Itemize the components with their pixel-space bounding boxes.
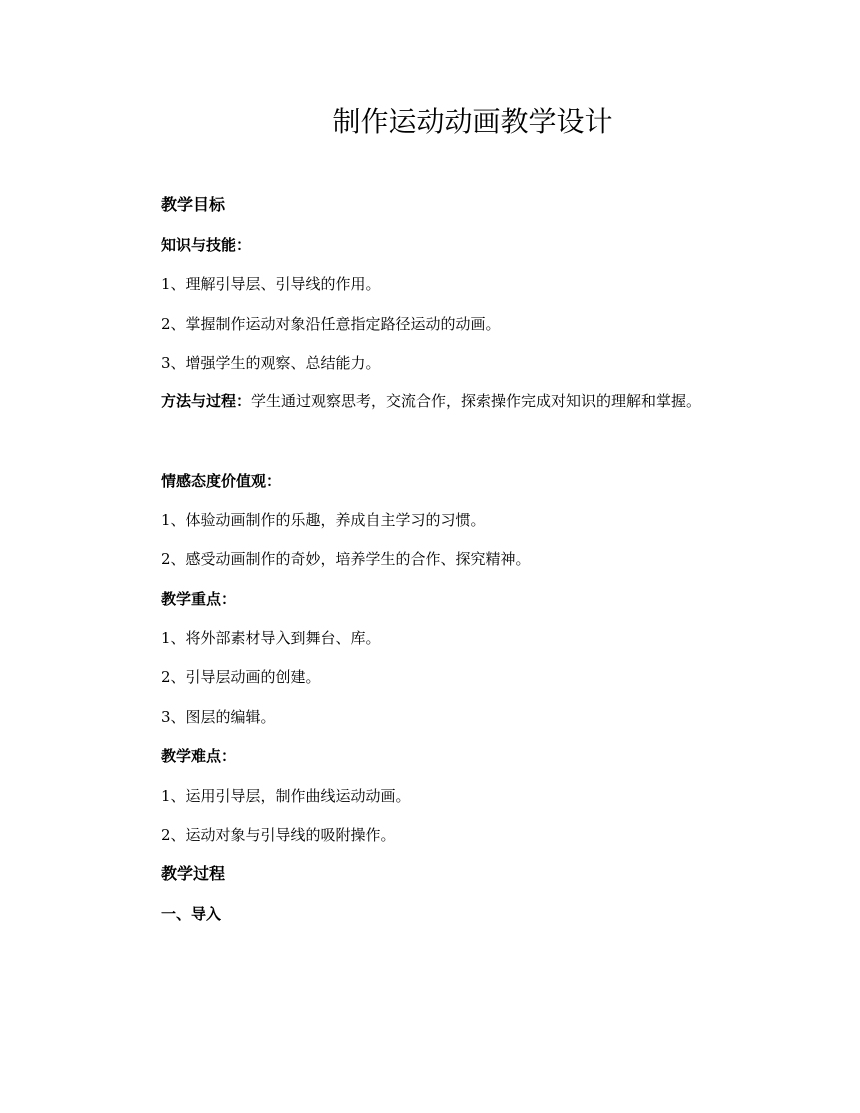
- section-one-heading: 一、导入: [161, 905, 222, 923]
- method-process-label: 方法与过程：: [161, 392, 252, 410]
- key-point-item-3: 3、图层的编辑。: [161, 708, 276, 726]
- attitude-item-2: 2、感受动画制作的奇妙，培养学生的合作、探究精神。: [161, 550, 531, 568]
- attitude-values-heading: 情感态度价值观：: [161, 472, 282, 490]
- knowledge-item-3: 3、增强学生的观察、总结能力。: [161, 354, 381, 372]
- key-points-heading: 教学重点：: [161, 590, 237, 608]
- method-process-paragraph: [128, 382, 738, 421]
- difficulties-heading: 教学难点：: [161, 747, 237, 765]
- key-point-item-2: 2、引导层动画的创建。: [161, 668, 321, 686]
- difficulty-item-2: 2、运动对象与引导线的吸附操作。: [161, 826, 396, 844]
- difficulty-item-1: 1、运用引导层，制作曲线运动动画。: [161, 787, 411, 805]
- attitude-item-1: 1、体验动画制作的乐趣，养成自主学习的习惯。: [161, 511, 486, 529]
- document-title: 制作运动动画教学设计: [332, 105, 613, 138]
- process-heading: 教学过程: [161, 864, 226, 883]
- key-point-item-1: 1、将外部素材导入到舞台、库。: [161, 629, 381, 647]
- knowledge-skills-heading: 知识与技能：: [161, 236, 252, 254]
- knowledge-item-1: 1、理解引导层、引导线的作用。: [161, 275, 381, 293]
- method-process-text: 学生通过观察思考，交流合作，探索操作完成对知识的理解和掌握。: [251, 392, 702, 410]
- knowledge-item-2: 2、掌握制作运动对象沿任意指定路径运动的动画。: [161, 315, 501, 333]
- objectives-heading: 教学目标: [161, 195, 226, 214]
